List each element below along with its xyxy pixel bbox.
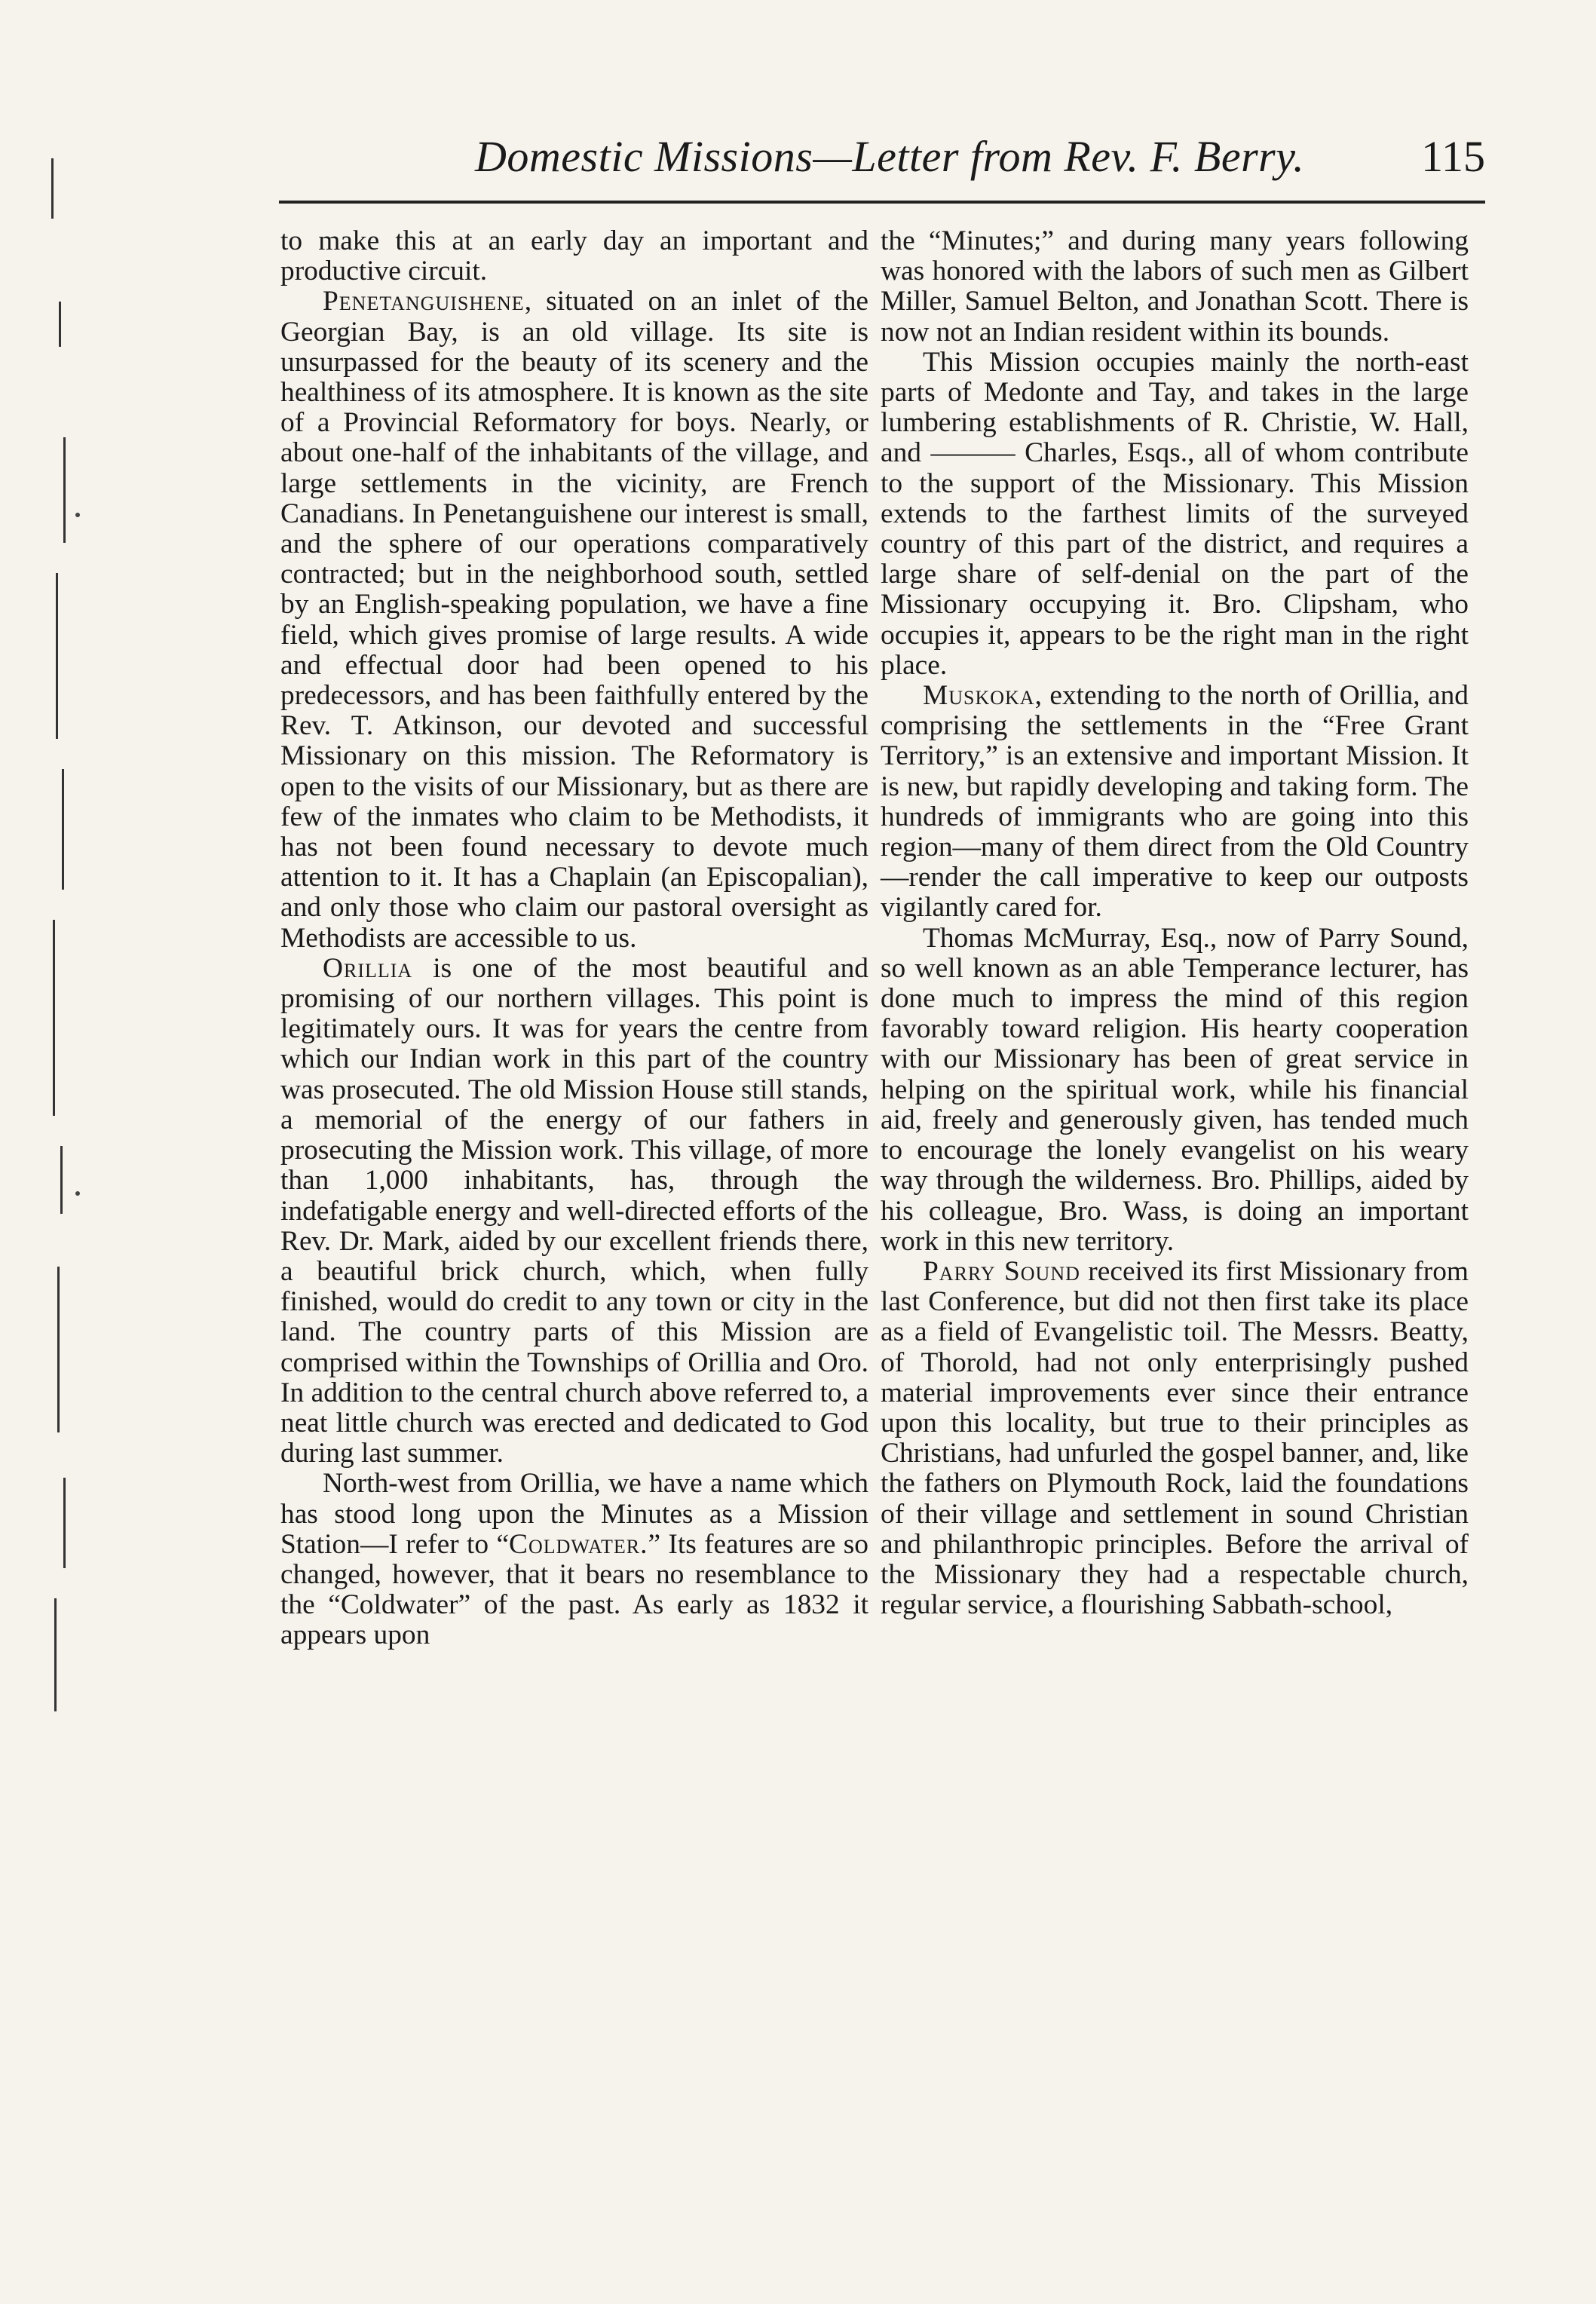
page-header bbox=[279, 121, 1485, 196]
paragraph-text: , extending to the north of Orillia, and comprising the settlements in the “Free Grant Territory,” is an extensive and important Mission. It is new, but rapidly developing and taking form. The hundreds of immigrants who are going into this region—many of them direct from the Old Country—render the call imperative to keep our outposts vigilantly cared for. bbox=[881, 680, 1469, 924]
left-column bbox=[280, 226, 868, 1651]
paragraph-mcmurray: Thomas McMurray, Esq., now of Parry Sound, so well known as an able Temperance lecturer, has done much to impress the mind of this region favorably toward religion. His hearty cooperation with our Missionary has been of great service in helping on the spiritual work, while his financial aid, freely and generously given, has tended much to encourage the lonely evangelist on his weary way through the wilderness. Bro. Phillips, aided by his colleague, Bro. Wass, is doing an important work in this new territory. bbox=[881, 922, 1469, 1257]
place-name-heading: Parry Sound bbox=[923, 1255, 1080, 1287]
paragraph-coldwater bbox=[280, 1469, 868, 1650]
paragraph-continuation: to make this at an early day an important and productive circuit. bbox=[280, 225, 868, 287]
paragraph-parry-sound bbox=[881, 1257, 1469, 1620]
paragraph-text: North-west from Orillia, we have a name which has stood long upon the Minutes as a Mission Station—I refer to “ bbox=[280, 1468, 868, 1560]
paragraph-medonte: This Mission occupies mainly the north-east parts of Medonte and Tay, and takes in the large lumbering establishments of R. Christie, W. Hall, and ——— Charles, Esqs., all of whom contribute to the support of the Missionary. This Mission extends to the farthest limits of the surveyed country of this part of the district, and requires a large share of self-denial on the part of the Missionary occupying it. Bro. Clipsham, who occupies it, appears to be the right man in the right place. bbox=[881, 346, 1469, 681]
paragraph-orillia bbox=[280, 954, 868, 1469]
paragraph-text: ” Its features are so changed, however, that it bears no resemblance to the “Coldwater” of the past. As early as 1832 it appears upon bbox=[280, 1528, 869, 1651]
place-name-heading: Penetanguishene bbox=[323, 286, 525, 317]
place-name-heading: Orillia bbox=[323, 952, 413, 984]
page-number: 115 bbox=[1421, 132, 1485, 181]
paragraph-text: is one of the most beautiful and promising of our northern villages. This point is legitimately ours. It was for years the centre from which our Indian work in this part of the country was prosecuted. The old Mission House still stands, a memorial of the energy of our fathers in prosecuting the Mission work. This village, of more than 1,000 inhabitants, has, through the indefatigable energy and well-directed efforts of the Rev. Dr. Mark, aided by our excellent friends there, a beautiful brick church, which, when fully finished, would do credit to any town or city in the land. The country parts of this Mission are comprised within the Townships of Orillia and Oro. In addition to the central church above referred to, a neat little church was erected and dedicated to God during last summer. bbox=[280, 952, 868, 1469]
place-name-heading: Coldwater. bbox=[509, 1528, 648, 1560]
paragraph-text: , situated on an inlet of the Georgian Bay, is an old village. Its site is unsurpassed for the beauty of its scenery and the healthiness of its atmosphere. It is known as the site of a Provincial Reformatory for boys. Nearly, or about one-half of the inhabitants of the village, and large settlements in the vicinity, are French Canadians. In Penetanguishene our interest is small, and the sphere of our operations comparatively contracted; but in the neighborhood south, settled by an English-speaking population, we have a fine field, which gives promise of large results. A wide and effectual door had been opened to his predecessors, and has been faithfully entered by the Rev. T. Atkinson, our devoted and successful Missionary on this mission. The Reformatory is open to the visits of our Missionary, but as there are few of the inmates who claim to be Methodists, it has not been found necessary to devote much attention to it. It has a Chaplain (an Episcopalian), and only those who claim our pastoral oversight as Methodists are accessible to us. bbox=[280, 286, 868, 954]
paragraph-muskoka bbox=[881, 681, 1469, 924]
margin-binding-marks bbox=[45, 151, 90, 1734]
header-rule bbox=[279, 201, 1485, 204]
paragraph-penetanguishene bbox=[280, 286, 868, 953]
paragraph-continuation: the “Minutes;” and during many years following was honored with the labors of such men as Gilbert Miller, Samuel Belton, and Jonathan Scott. There is now not an Indian resident within its bounds. bbox=[881, 225, 1469, 348]
running-title: Domestic Missions—Letter from Rev. F. Berry. bbox=[475, 132, 1305, 181]
paragraph-text: received its first Missionary from last Conference, but did not then first take its place as a field of Evangelistic toil. The Messrs. Beatty, of Thorold, had not only enterprisingly pushed material improvements ever since their entrance upon this locality, but true to their principles as Christians, had unfurled the gospel banner, and, like the fathers on Plymouth Rock, laid the foundations of their village and settlement in sound Christian and philanthropic principles. Before the arrival of the Missionary they had a respectable church, regular service, a flourishing Sabbath-school, bbox=[881, 1255, 1469, 1621]
place-name-heading: Muskoka bbox=[923, 680, 1035, 712]
right-column bbox=[881, 226, 1469, 1620]
